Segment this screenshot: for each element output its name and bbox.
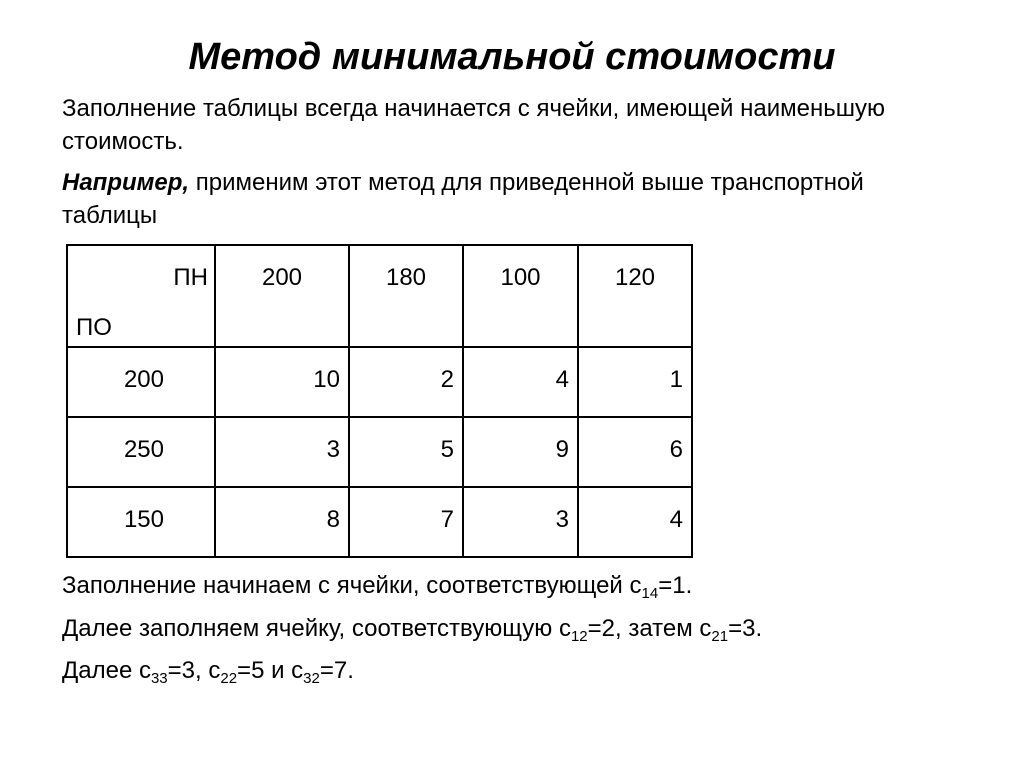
cost-cell: 4 <box>463 347 578 417</box>
slide-title: Метод минимальной стоимости <box>188 36 836 78</box>
table-row <box>67 417 692 487</box>
cost-cell: 6 <box>578 417 692 487</box>
footer-line-1: Заполнение начинаем с ячейки, соответствующей $c_{14}=1$. <box>62 572 693 602</box>
cost-cell: 7 <box>349 487 463 557</box>
suppliers-label: ПО <box>76 314 112 341</box>
supply-cell: 250 <box>67 417 215 487</box>
example-rest: применим этот метод для приведенной выше транспортной таблицы <box>62 169 864 229</box>
cost-cell: 2 <box>349 347 463 417</box>
consumers-label: ПН <box>173 264 208 291</box>
cost-cell: 3 <box>215 417 349 487</box>
table-row <box>67 347 692 417</box>
cost-cell: 8 <box>215 487 349 557</box>
cost-cell: 9 <box>463 417 578 487</box>
footer-line-3: Далее $c_{33}=3$, $c_{22}=5$ и $c_{32}=7$. <box>62 657 354 687</box>
demand-cell: 200 <box>215 245 349 347</box>
footer-line-2: Далее заполняем ячейку, соответствующую $c_{12}=2$, затем $c_{21}=3$. <box>62 615 763 645</box>
supply-cell: 200 <box>67 347 215 417</box>
transport-table <box>66 244 693 558</box>
cost-cell: 10 <box>215 347 349 417</box>
cost-cell: 4 <box>578 487 692 557</box>
corner-cell <box>67 245 215 347</box>
cost-cell: 1 <box>578 347 692 417</box>
intro-text: Заполнение таблицы всегда начинается с ячейки, имеющей наименьшую стоимость. <box>62 95 885 155</box>
example-text <box>62 166 962 232</box>
table-header-row <box>67 245 692 347</box>
demand-cell: 100 <box>463 245 578 347</box>
table-row <box>67 487 692 557</box>
demand-cell: 120 <box>578 245 692 347</box>
cost-cell: 3 <box>463 487 578 557</box>
demand-cell: 180 <box>349 245 463 347</box>
example-lead: Например, <box>62 169 190 196</box>
cost-cell: 5 <box>349 417 463 487</box>
supply-cell: 150 <box>67 487 215 557</box>
